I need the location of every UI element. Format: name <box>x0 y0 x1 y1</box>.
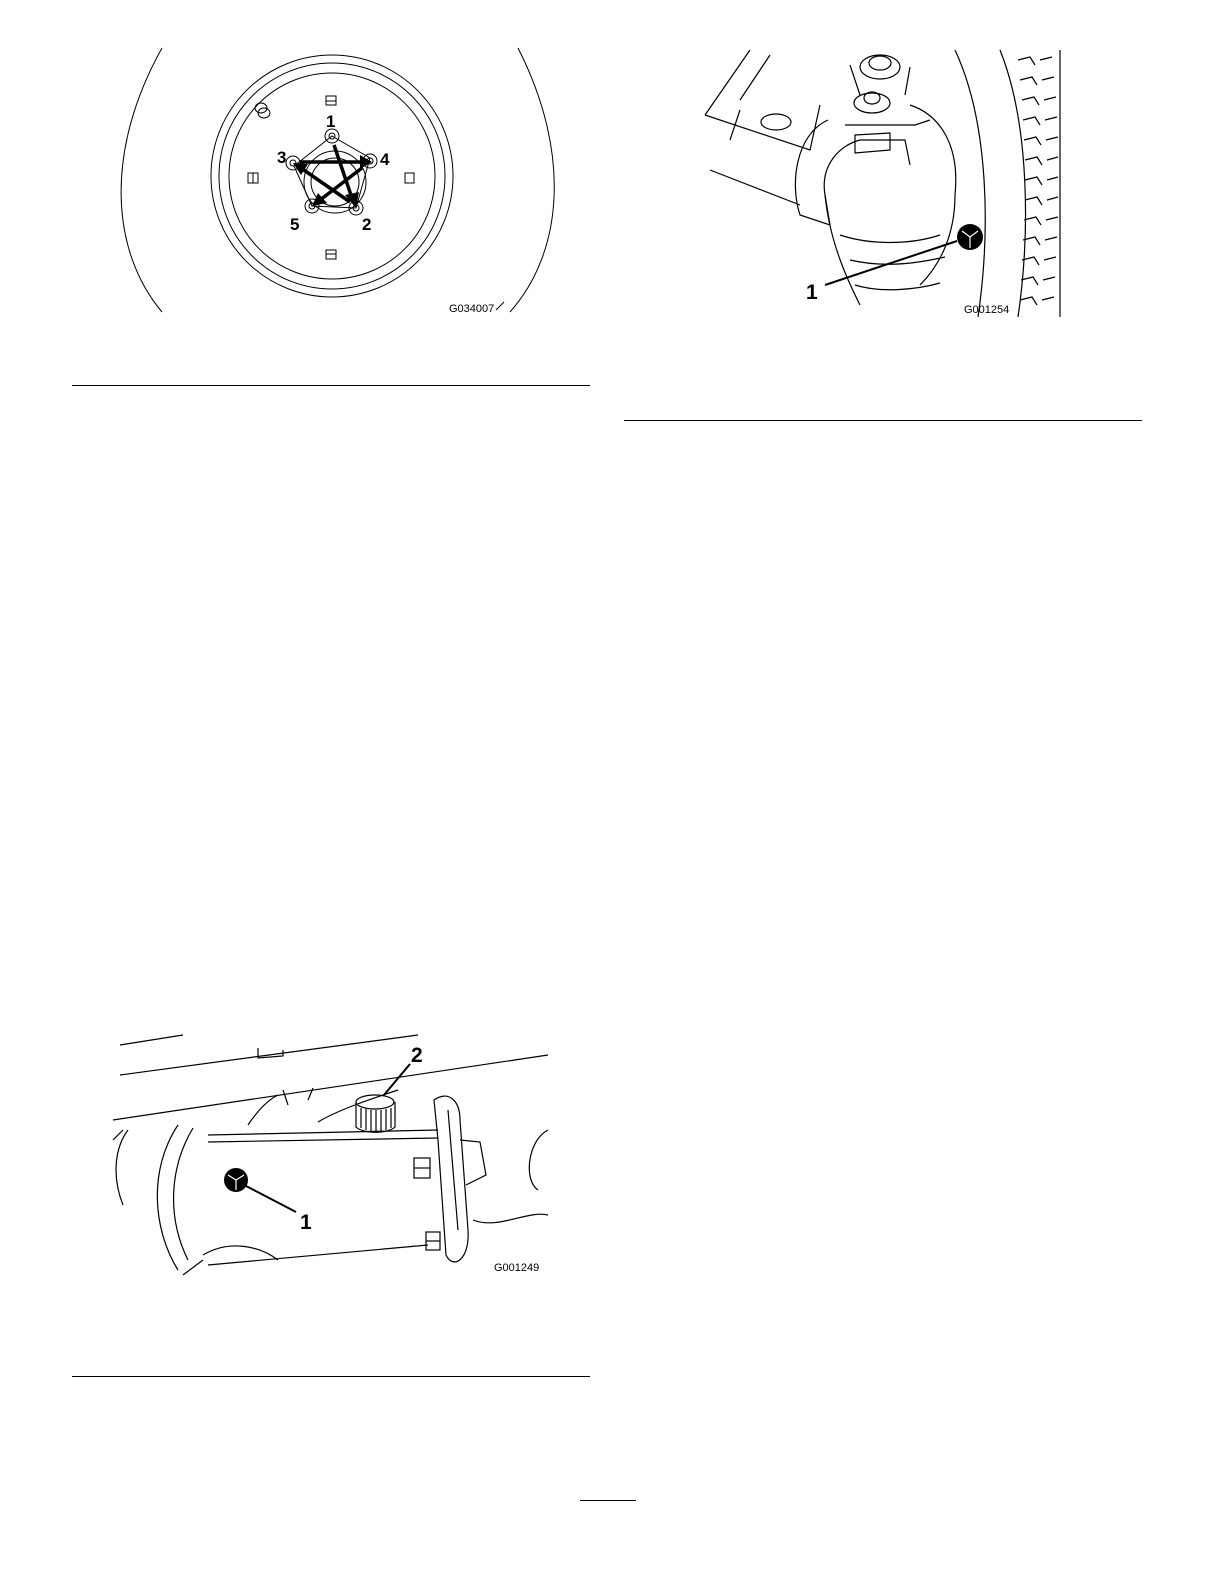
section-rule <box>624 420 1142 421</box>
page-number-rule <box>580 1500 636 1501</box>
callout-2: 2 <box>362 215 372 234</box>
transaxle-illustration <box>108 1030 556 1278</box>
housing-top-edge <box>208 1130 438 1135</box>
spindle-top <box>860 55 900 79</box>
housing-left-edge <box>157 1125 178 1270</box>
axle-illustration <box>700 45 1070 325</box>
figure-id-label: G034007 <box>449 303 495 315</box>
frame-line <box>705 50 750 115</box>
section-rule <box>72 1376 590 1377</box>
callout-2: 2 <box>411 1044 423 1067</box>
rim-face <box>229 73 435 279</box>
wheel-illustration <box>100 40 570 330</box>
callout-5: 5 <box>290 215 300 234</box>
leader-line-1 <box>246 1186 296 1212</box>
figure-id-label: G001254 <box>964 304 1010 316</box>
transaxle-figure <box>108 1030 556 1278</box>
figure-id-label: G001249 <box>494 1262 540 1274</box>
axle-plug-figure <box>700 45 1070 325</box>
callout-3: 3 <box>277 148 287 167</box>
callout-1: 1 <box>806 281 818 304</box>
frame-line <box>120 1035 183 1045</box>
rim-slot-right <box>405 173 414 183</box>
tire-left-arc <box>121 48 162 312</box>
wheel-lug-nut-sequence-figure <box>100 40 570 330</box>
tire-right-arc <box>510 48 554 312</box>
callout-1: 1 <box>300 1211 312 1234</box>
rim-outer <box>211 55 453 297</box>
callout-4: 4 <box>380 150 390 169</box>
section-rule <box>72 385 590 386</box>
axle-bracket <box>434 1096 468 1262</box>
callout-1: 1 <box>326 112 336 131</box>
tire-edge <box>955 50 985 317</box>
housing-bottom-edge <box>208 1245 428 1265</box>
